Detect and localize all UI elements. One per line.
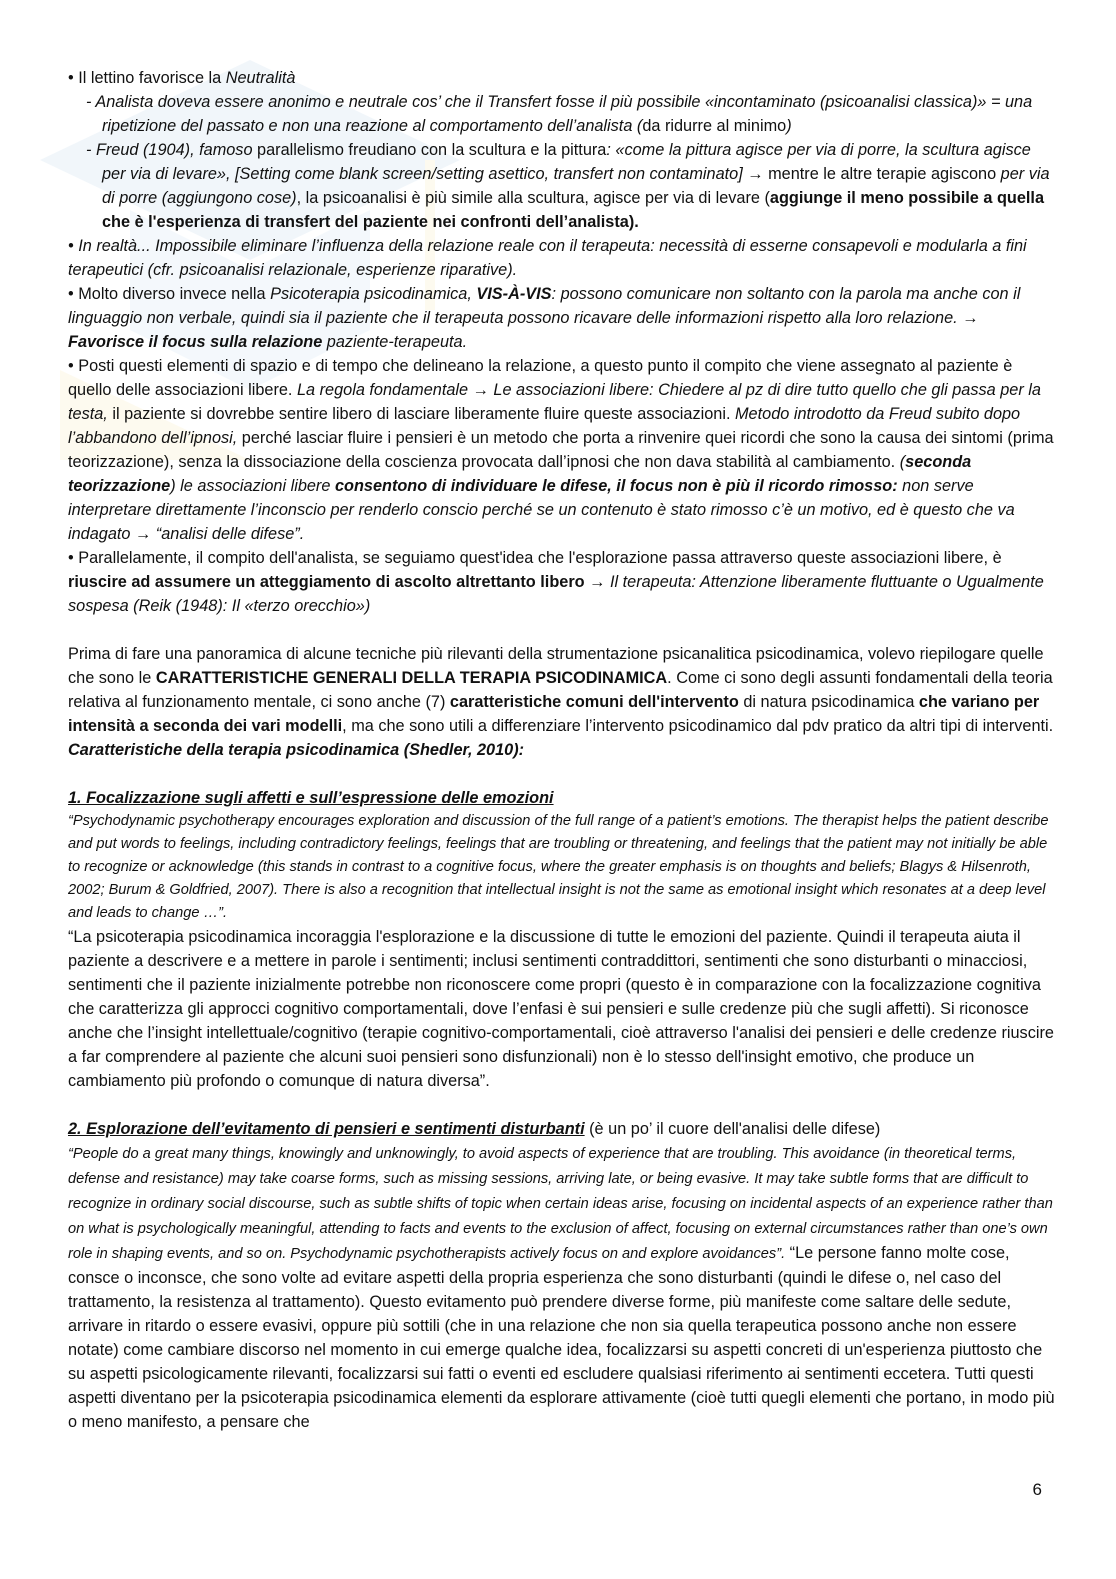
text-italic: : possono comunicare non soltanto con la parola ma anche con il linguaggio non verbale, quindi sia il paziente che il terapeuta possono ricavare delle informazioni rispetto alla loro relazione. → <box>68 285 1021 327</box>
text-italic: • In realtà... Impossibile eliminare l’influenza della relazione reale con il terapeuta: necessità di esserne consapevoli e modularla a fini terapeutici (cfr. psicoanalisi relazionale, esperienze riparative). <box>68 237 1027 279</box>
text: parallelismo freudiano con la scultura e la pittura <box>257 141 607 159</box>
text: (è un po’ il cuore dell'analisi delle difese) <box>584 1120 881 1138</box>
heading-text: 1. Focalizzazione sugli affetti e sull’espressione delle emozioni <box>68 789 554 807</box>
text-italic: Neutralità <box>225 69 296 87</box>
text-italic: ) <box>786 117 792 135</box>
text-italic: : «come la pittura agisce per via di porre, la scultura agisce per via di levare», [Setting come blank screen/setting asettico, transfert non contaminato] <box>102 141 1031 183</box>
text-italic: paziente-terapeuta. <box>322 333 468 351</box>
text: , la psicoanalisi è più simile alla scultura, agisce per via di levare ( <box>296 189 770 207</box>
text-bold: CARATTERISTICHE GENERALI DELLA TERAPIA PSICODINAMICA <box>155 669 668 687</box>
sub-bullet-freud <box>68 138 1056 234</box>
paragraph-italian-1 <box>68 925 1056 1093</box>
text-bold-italic: seconda teorizzazione <box>68 453 972 495</box>
text-italic: Il terapeuta: Attenzione liberamente fluttuante o Ugualmente sospesa (Reik (1948): Il «terzo orecchio») <box>68 573 1044 615</box>
text-italic: ) le associazioni libere <box>170 477 335 495</box>
text: → <box>584 573 610 591</box>
text: → mentre le altre terapie agiscono <box>747 165 1001 183</box>
paragraph-2 <box>68 1141 1056 1434</box>
sub-bullet-analista <box>68 90 1056 138</box>
text-italic: - Freud (1904), famoso <box>86 141 258 159</box>
text: Prima di fare una panoramica di alcune tecniche più rilevanti della strumentazione psicanalitica psicodinamica, volevo riepilogare quelle che sono le <box>68 645 1044 687</box>
bullet-associazioni <box>68 354 1056 546</box>
text-bold-italic: Favorisce il focus sulla relazione <box>68 333 323 351</box>
text-italic: La regola fondamentale → Le associazioni libere: Chiedere al pz di dire tutto quello che gli passa per la testa, <box>68 381 1041 423</box>
bullet-lettino <box>68 66 1056 90</box>
text-italic: “Psychodynamic psychotherapy encourages exploration and discussion of the full range of a patient’s emotions. The therapist helps the patient describe and put words to feelings, including contradictory feelings, feelings that are troubling or threatening, and feelings that the patient may not initially be able to recognize or acknowledge (this stands in contrast to a cognitive focus, where the greater emphasis is on thoughts and beliefs; Blagys & Hilsenroth, 2002; Burum & Goldfried, 2007). There is also a recognition that intellectual insight is not the same as emotional insight which resonates at a deep level and leads to change …”. <box>68 813 1049 921</box>
text: il paziente si dovrebbe sentire libero di lasciare liberamente fluire queste associazioni. <box>107 405 735 423</box>
text-bold: caratteristiche comuni dell'intervento <box>449 693 739 711</box>
text: , ma che sono utili a differenziare l’intervento psicodinamico dal pdv pratico da altri tipi di interventi. <box>342 717 1054 735</box>
text-bold-italic: VIS-À-VIS <box>476 285 552 303</box>
text: • Parallelamente, il compito dell'analista, se seguiamo quest'idea che l'esplorazione passa attraverso queste associazioni libere, è <box>68 549 1002 567</box>
text-bold-italic: Caratteristiche della terapia psicodinamica (Shedler, 2010): <box>68 741 525 759</box>
text: “La psicoterapia psicodinamica incoraggia l'esplorazione e la discussione di tutte le emozioni del paziente. Quindi il terapeuta aiuta il paziente a descrivere e a mettere in parole i sentimenti; inclusi sentimenti contraddittori, sentimenti che sono disturbanti o minacciosi, sentimenti che il paziente inizialmente potrebbe non riconoscere come propri (questo è in comparazione con la focalizzazione cognitiva che caratterizza gli approcci cognitivo comportamentali, dove l’enfasi è sui pensieri e sulle credenze più che sugli affetti). Si riconosce anche che l’insight intellettuale/cognitivo (terapie cognitivo-comportamentali, cioè attraverso l'analisi dei pensieri e delle credenze riuscire a far comprendere al paziente che alcuni suoi pensieri sono disfunzionali) non è lo stesso dell'insight emotivo, che produce un cambiamento più profondo o comunque di natura diversa”. <box>68 928 1054 1090</box>
text: perché lasciar fluire i pensieri è un metodo che porta a rinvenire quei ricordi che sono la causa dei sintomi (prima teorizzazione), senza la dissociazione della coscienza provocata dall’ipnosi che non dava stabilità al cambiamento. <box>68 429 1054 471</box>
text-italic: Psicoterapia psicodinamica, <box>270 285 477 303</box>
text-bold-italic: consentono di individuare le difese, il focus non è più il ricordo rimosso: <box>334 477 898 495</box>
text-italic: - Analista doveva essere anonimo e neutrale cos’ che il Transfert fosse il più possibile «incontaminato (psicoanalisi classica)» = una ripetizione del passato e non una reazione al comportamento dell’analista ( <box>86 93 1033 135</box>
page-number: 6 <box>1032 1480 1042 1499</box>
text-bold: aggiunge il meno possibile a quella che è l'esperienza di transfert del paziente nei confronti dell’analista). <box>102 189 1045 231</box>
text: . Come ci sono degli assunti fondamentali della teoria relativa al funzionamento mentale, ci sono anche (7) <box>68 669 1053 711</box>
document-page <box>68 66 1056 1434</box>
text-italic: per via di porre (aggiungono cose) <box>102 165 1050 207</box>
text-italic: ( <box>899 453 906 471</box>
text: “Le persone fanno molte cose, consce o inconsce, che sono volte ad evitare aspetti della propria esperienza che sono disturbanti (quindi le difese o, nel caso del trattamento, la resistenza al trattamento). Questo evitamento può prendere diverse forme, più manifeste come saltare delle sedute, arrivare in ritardo o essere evasivi, oppure più sottili (che in una relazione che non sia quella terapeutica possono anche non essere notate) come cambiare discorso nel momento in cui emerge qualche idea, focalizzarsi su aspetti concreti di un'esperienza piuttosto che su aspetti psicologicamente rilevanti, focalizzarsi sui fatti o eventi ed escludere qualsiasi riferimento ai sentimenti eccetera. Tutti questi aspetti diventano per la psicoterapia psicodinamica elementi da esplorare attivamente (cioè tutti quegli elementi che portano, in modo più o meno manifesto, a pensare che <box>68 1244 1055 1431</box>
text: da ridurre al minimo <box>642 117 787 135</box>
text-italic: Metodo introdotto da Freud subito dopo l’abbandono dell’ipnosi, <box>68 405 1021 447</box>
text-bold: riuscire ad assumere un atteggiamento di ascolto altrettanto libero <box>68 573 585 591</box>
quote-english-1 <box>68 810 1056 925</box>
text: di natura psicodinamica <box>738 693 919 711</box>
text: • Posti questi elementi di spazio e di tempo che delineano la relazione, a questo punto il compito che viene assegnato al paziente è quello delle associazioni libere. <box>68 357 1013 399</box>
text-bold: che variano per intensità a seconda dei vari modelli <box>68 693 1040 735</box>
bullet-vis-a-vis <box>68 282 1056 354</box>
paragraph-caratteristiche <box>68 642 1056 762</box>
section-heading-1 <box>68 786 1056 810</box>
bullet-in-realta <box>68 234 1056 282</box>
text: • Il lettino favorisce la <box>68 69 226 87</box>
bullet-analista <box>68 546 1056 618</box>
text: • Molto diverso invece nella <box>68 285 271 303</box>
heading-text: 2. Esplorazione dell’evitamento di pensieri e sentimenti disturbanti <box>68 1120 585 1138</box>
quote-english-2: “People do a great many things, knowingly and unknowingly, to avoid aspects of experience that are troubling. This avoidance (in theoretical terms, defense and resistance) may take coarse forms, such as missing sessions, arriving late, or being evasive. It may take subtle forms that are difficult to recognize in ordinary social discourse, such as subtle shifts of topic when certain ideas arise, focusing on incidental aspects of an experience rather than on what is psychologically meaningful, attending to facts and events to the exclusion of affect, focusing on external circumstances rather than one’s own role in shaping events, and so on. Psychodynamic psychotherapists actively focus on and explore avoidances”. <box>68 1146 1053 1262</box>
text-italic: non serve interpretare direttamente l’inconscio per renderlo conscio perché se un contenuto è stato rimosso c’è un motivo, ed è questo che va indagato → “analisi delle difese”. <box>68 477 1015 543</box>
section-heading-2 <box>68 1117 1056 1141</box>
